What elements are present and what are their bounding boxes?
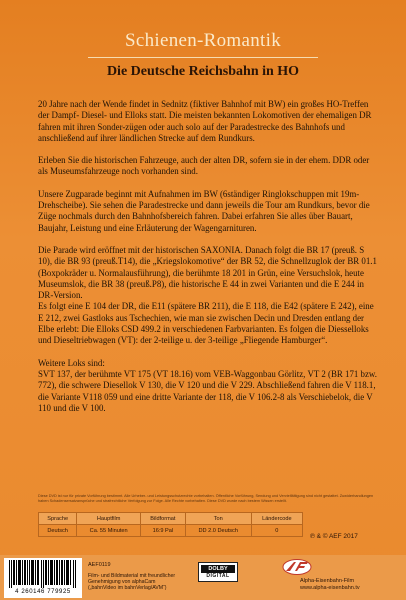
- specs-header-row: [39, 513, 303, 525]
- publisher-name: Alpha-Eisenbahn-Film: [300, 578, 355, 584]
- subtitle: Die Deutsche Reichsbahn in HO: [106, 64, 300, 79]
- spec-header: Sprache: [39, 513, 77, 525]
- specs-value-row: [39, 525, 303, 537]
- spec-value: 16:9 Pal: [140, 525, 185, 537]
- spec-header: Hauptfilm: [77, 513, 141, 525]
- spec-header: Ländercode: [251, 513, 302, 525]
- aef-logo-icon: [282, 558, 312, 576]
- title-divider: [88, 57, 318, 58]
- spec-value: DD 2.0 Deutsch: [185, 525, 251, 537]
- technical-specs-table: [38, 512, 303, 537]
- description: [38, 99, 378, 425]
- series-title: Schienen-Romantik: [124, 30, 281, 51]
- paragraph-parade-start: Unsere Zugparade beginnt mit Aufnahmen im BW (6ständiger Ringlokschuppen mit 19m-Drehscheibe). Sie sehen die Paradestrecke und dann jeweils die Tour am Rundkurs, bevor die Züge nochmals durch den Bahnhofsbereich fahren. Dabei erfahren Sie alles über Bauart, Baujahr, Leistung und eine Erläuterung der Wagengarnituren.: [38, 188, 370, 233]
- copyright-notice: ℗ & © AEF 2017: [310, 533, 358, 540]
- paragraph-more-heading: Weitere Loks sind:: [38, 357, 105, 368]
- spec-value: Ca. 55 Minuten: [77, 525, 141, 537]
- legal-fine-print: Diese DVD ist nur für private Vorführung bestimmt. Alle Urheber- und Leistungsschutzrechte vorbehalten. Öffentliche Vorführung, Sendung und Vervielfältigung sind nicht gestattet. Zuwiderhandlungen haben Schadensersatzansprüche und strafrechtliche Verfolgung zur Folge. Alle Rechte vorbehalten. Diese DVD wurde nach bestem Wissen erstellt.: [38, 494, 374, 503]
- paragraph-more-locos: SVT 137, der berühmte VT 175 (VT 18.16) vom VEB-Waggonbau Görlitz, VT 2 (BR 171 bzw. 772), die schwere Diesellok V 130, die V 120 und die V 229. Abschließend fahren die V 118.1, die Variante V118 059 und eine dritte Variante der 118, die V 106.2-8 als Verschiebelok, die V 110 und die V 100.: [38, 368, 377, 413]
- film-credit: Film- und Bildmaterial mit freundlicher Genehmigung von alphaCam („bahnVideo im bahnVerlag/AVM“): [88, 573, 176, 592]
- paragraph-parade-electric: Es folgt eine E 104 der DR, die E11 (spätere BR 211), die E 118, die E42 (spätere E 242), eine E 212, zwei Gastloks aus Tschechien, wie man sie zwischen Decin und Dresden entlang der Elbe erlebt: Die Elloks CSD 499.2 in verschiedenen Farbvarianten. Es folgen die Diesselloks und Dieseltriebwagen (VT): der 2-teilige u. der 3-teilige „Fliegende Hamburger“.: [38, 301, 374, 346]
- paragraph-vehicles: Erleben Sie die historischen Fahrzeuge, auch der alten DR, sofern sie in der ehem. DDR oder als Museumsfahrzeuge noch vorhanden sind.: [38, 155, 370, 177]
- publisher-url[interactable]: www.alpha-eisenbahn.tv: [300, 585, 360, 591]
- paragraph-parade-steam: Die Parade wird eröffnet mit der historischen SAXONIA. Danach folgt die BR 17 (preuß. S 10), die BR 93 (preuß.T14), die „Kriegslokomotive“ der BR 52, die Schnellzuglok der BR 01.1 (Boxpokräder u. Normalausführung), die berühmte 18 201 in Grün, eine Versuchslok, heute Museumslok, die BR 38 (preuß.P8), die historische E 44 in zwei Varianten und die E 244 in DR-Version.: [38, 244, 377, 301]
- header: [0, 0, 406, 86]
- spec-value: Deutsch: [39, 525, 77, 537]
- barcode-number: 4 260146 779925: [15, 589, 71, 595]
- barcode: [4, 558, 82, 598]
- dolby-digital-label: DIGITAL: [206, 573, 230, 579]
- spec-header: Ton: [185, 513, 251, 525]
- dolby-digital-logo: [198, 562, 238, 582]
- paragraph-intro: 20 Jahre nach der Wende findet in Sednitz (fiktiver Bahnhof mit BW) ein großes HO-Treffen der Dampf- Diesel- und Elloks statt. Die meisten bekannten Lokomotiven der ehemaligen DR fahren mit ihren Sonder-zügen oder auch solo auf der Paradestrecke des Bahnhofs und anschließend auf ihrer ländlichen Strecke auf dem Rundkurs.: [38, 99, 372, 143]
- barcode-bars-icon: [9, 560, 77, 588]
- publisher: [300, 578, 400, 592]
- spec-value: 0: [251, 525, 302, 537]
- dolby-label: DOLBY: [201, 565, 235, 573]
- product-code: AEF0119: [88, 562, 111, 568]
- spec-header: Bildformat: [140, 513, 185, 525]
